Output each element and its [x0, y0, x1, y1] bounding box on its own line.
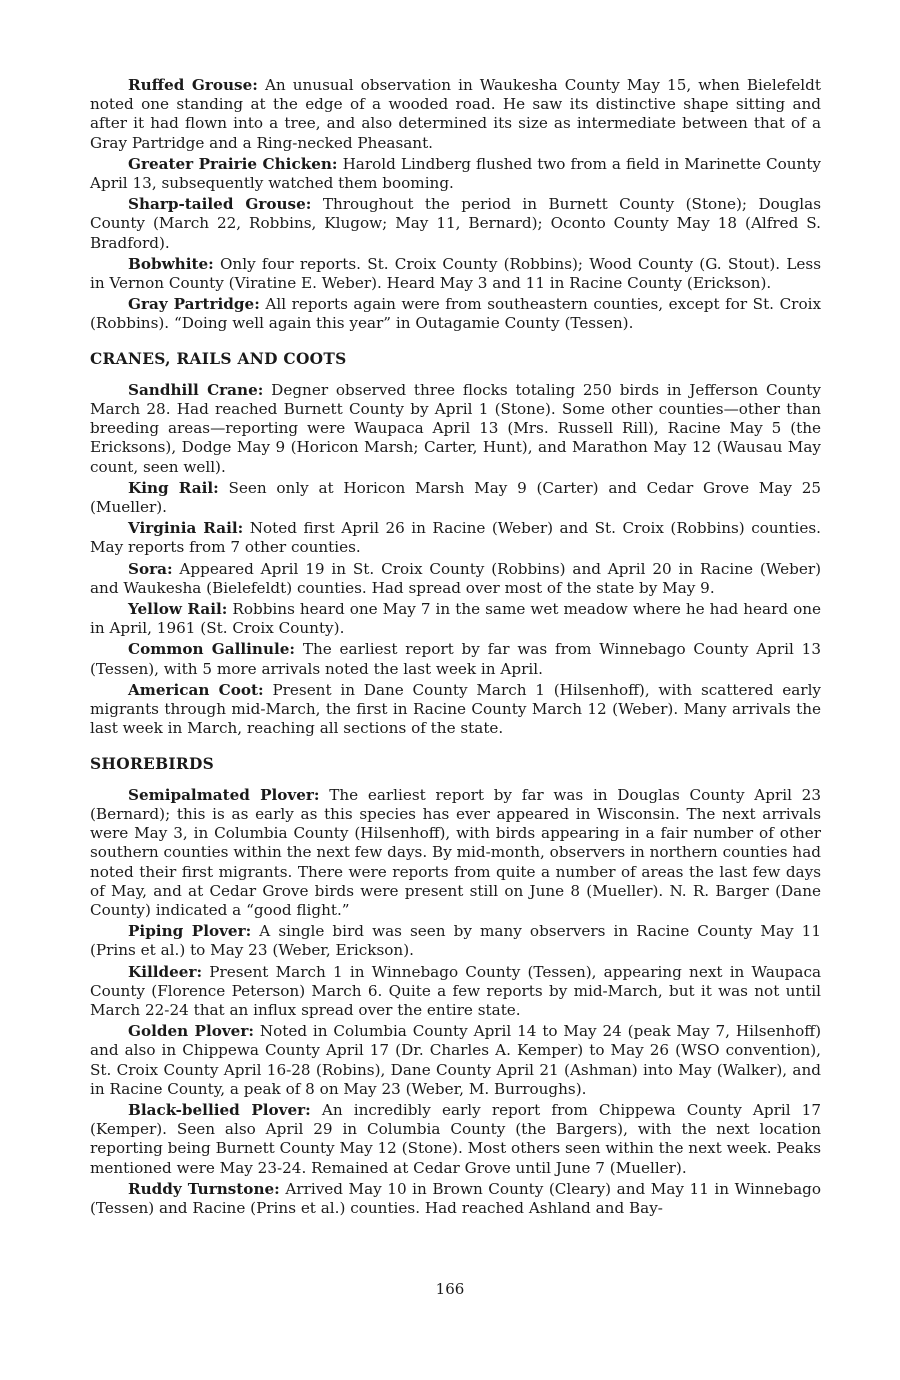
entry-text: A single bird was seen by many observers in Racine County May 11 (Prins et al.) to May 23 (Weber, Erickson).	[90, 922, 821, 960]
entry-text: Degner observed three flocks totaling 250 birds in Jefferson County March 28. Had reached Burnett County by April 1 (Stone). Some other counties—other than breeding areas—reporting were Waupaca April 13 (Mrs. Russell Rill), Racine May 5 (the Ericksons), Dodge May 9 (Horicon Marsh; Carter, Hunt), and Marathon May 12 (Wausau May count, seen well).	[90, 380, 821, 476]
entry-text: An unusual observation in Waukesha County May 15, when Bielefeldt noted one standing at the edge of a wooded road. He saw its distinctive shape sitting and after it had flown into a tree, and also determined its size as intermediate between that of a Gray Partridge and a Ring-necked Pheasant.	[90, 76, 821, 152]
entry-black-bellied-plover	[90, 1101, 821, 1178]
entry-bobwhite	[90, 255, 821, 293]
entry-golden-plover	[90, 1022, 821, 1099]
entry-text: Robbins heard one May 7 in the same wet meadow where he had heard one in April, 1961 (St. Croix County).	[90, 600, 822, 638]
species-name: Black-bellied Plover:	[128, 1100, 311, 1119]
entry-text: Appeared April 19 in St. Croix County (Robbins) and April 20 in Racine (Weber) and Waukesha (Bielefeldt) counties. Had spread over most of the state by May 9.	[90, 559, 822, 597]
species-name: Gray Partridge:	[128, 295, 260, 314]
entry-text: Throughout the period in Burnett County (Stone); Douglas County (March 22, Robbins, Klugow; May 11, Bernard); Oconto County May 18 (Alfred S. Bradford).	[90, 195, 822, 252]
entry-text: The earliest report by far was in Douglas County April 23 (Bernard); this is as early as this species has ever appeared in Wisconsin. The next arrivals were May 3, in Columbia County (Hilsenhoff), with birds appearing in a fair number of other southern counties within the next few days. By mid-month, observers in northern counties had noted their first migrants. There were reports from quite a number of areas the last few days of May, and at Cedar Grove birds were present still on June 8 (Mueller). N. R. Barger (Dane County) indicated a “good flight.”	[90, 785, 822, 919]
entry-text: All reports again were from southeastern counties, except for St. Croix (Robbins). “Doing well again this year” in Outagamie County (Tessen).	[90, 295, 822, 333]
section-cranes-rails-coots	[90, 350, 821, 739]
species-name: King Rail:	[128, 478, 219, 497]
species-name: Yellow Rail:	[128, 600, 228, 619]
entry-ruddy-turnstone	[90, 1180, 821, 1218]
section-heading: CRANES, RAILS AND COOTS	[90, 349, 347, 368]
entry-text: Only four reports. St. Croix County (Robbins); Wood County (G. Stout). Less in Vernon County (Viratine E. Weber). Heard May 3 and 11 in Racine County (Erickson).	[90, 254, 821, 293]
section-shorebirds	[90, 755, 821, 1219]
entry-sandhill-crane	[90, 381, 821, 477]
entry-piping-plover	[90, 922, 821, 960]
entry-text: Seen only at Horicon Marsh May 9 (Carter) and Cedar Grove May 25 (Mueller).	[90, 478, 822, 517]
entry-text: Present in Dane County March 1 (Hilsenhoff), with scattered early migrants through mid-March, the first in Racine County March 12 (Weber). Many arrivals the last week in March, reaching all sections of the state.	[90, 680, 822, 738]
species-name: Sharp-tailed Grouse:	[128, 195, 312, 214]
entry-virginia-rail	[90, 519, 821, 557]
species-name: American Coot:	[128, 680, 264, 699]
entry-ruffed-grouse	[90, 76, 821, 153]
species-name: Piping Plover:	[128, 922, 252, 941]
species-name: Ruddy Turnstone:	[128, 1179, 280, 1198]
entry-text: Harold Lindberg flushed two from a field in Marinette County April 13, subsequently watched them booming.	[90, 154, 822, 193]
species-name: Golden Plover:	[128, 1022, 254, 1041]
species-name: Killdeer:	[128, 962, 203, 981]
entry-american-coot	[90, 681, 821, 739]
entry-greater-prairie-chicken	[90, 155, 821, 193]
entry-text: Arrived May 10 in Brown County (Cleary) and May 11 in Winnebago (Tessen) and Racine (Prins et al.) counties. Had reached Ashland and Bay-	[90, 1179, 822, 1217]
entry-text: Noted in Columbia County April 14 to May 24 (peak May 7, Hilsenhoff) and also in Chippewa County April 17 (Dr. Charles A. Kemper) to May 26 (WSO convention), St. Croix County April 16-28 (Robins), Dane County April 21 (Ashman) into May (Walker), and in Racine County, a peak of 8 on May 23 (Weber, M. Burroughs).	[90, 1022, 821, 1098]
species-name: Bobwhite:	[128, 254, 214, 273]
entry-sora	[90, 560, 821, 598]
page-number: 166	[435, 1280, 465, 1298]
entry-text: The earliest report by far was from Winnebago County April 13 (Tessen), with 5 more arrivals noted the last week in April.	[90, 640, 822, 678]
entry-gray-partridge	[90, 295, 821, 333]
species-name: Virginia Rail:	[128, 519, 244, 538]
entry-semipalmated-plover	[90, 786, 821, 920]
section-heading: SHOREBIRDS	[90, 754, 215, 773]
entry-text: Noted first April 26 in Racine (Weber) and St. Croix (Robbins) counties. May reports from 7 other counties.	[90, 519, 821, 557]
entry-common-gallinule	[90, 640, 821, 678]
entry-text: An incredibly early report from Chippewa County April 17 (Kemper). Seen also April 29 in Columbia County (the Bargers), with the next location reporting being Burnett County May 12 (Stone). Most others seen within the next week. Peaks mentioned were May 23-24. Remained at Cedar Grove until June 7 (Mueller).	[90, 1100, 821, 1177]
species-name: Semipalmated Plover:	[128, 785, 320, 804]
page-body	[90, 76, 821, 1220]
species-name: Ruffed Grouse:	[128, 76, 258, 94]
species-name: Sora:	[128, 559, 173, 578]
entry-king-rail	[90, 479, 821, 517]
entry-yellow-rail	[90, 600, 821, 638]
entry-killdeer	[90, 963, 821, 1021]
species-name: Common Gallinule:	[128, 640, 296, 659]
species-name: Greater Prairie Chicken:	[128, 154, 338, 173]
section-gamebirds	[90, 76, 821, 334]
entry-sharp-tailed-grouse	[90, 195, 821, 253]
species-name: Sandhill Crane:	[128, 380, 264, 399]
entry-text: Present March 1 in Winnebago County (Tessen), appearing next in Waupaca County (Florence Peterson) March 6. Quite a few reports by mid-March, but it was not until March 22-24 that an influx spread over the entire state.	[90, 962, 822, 1019]
